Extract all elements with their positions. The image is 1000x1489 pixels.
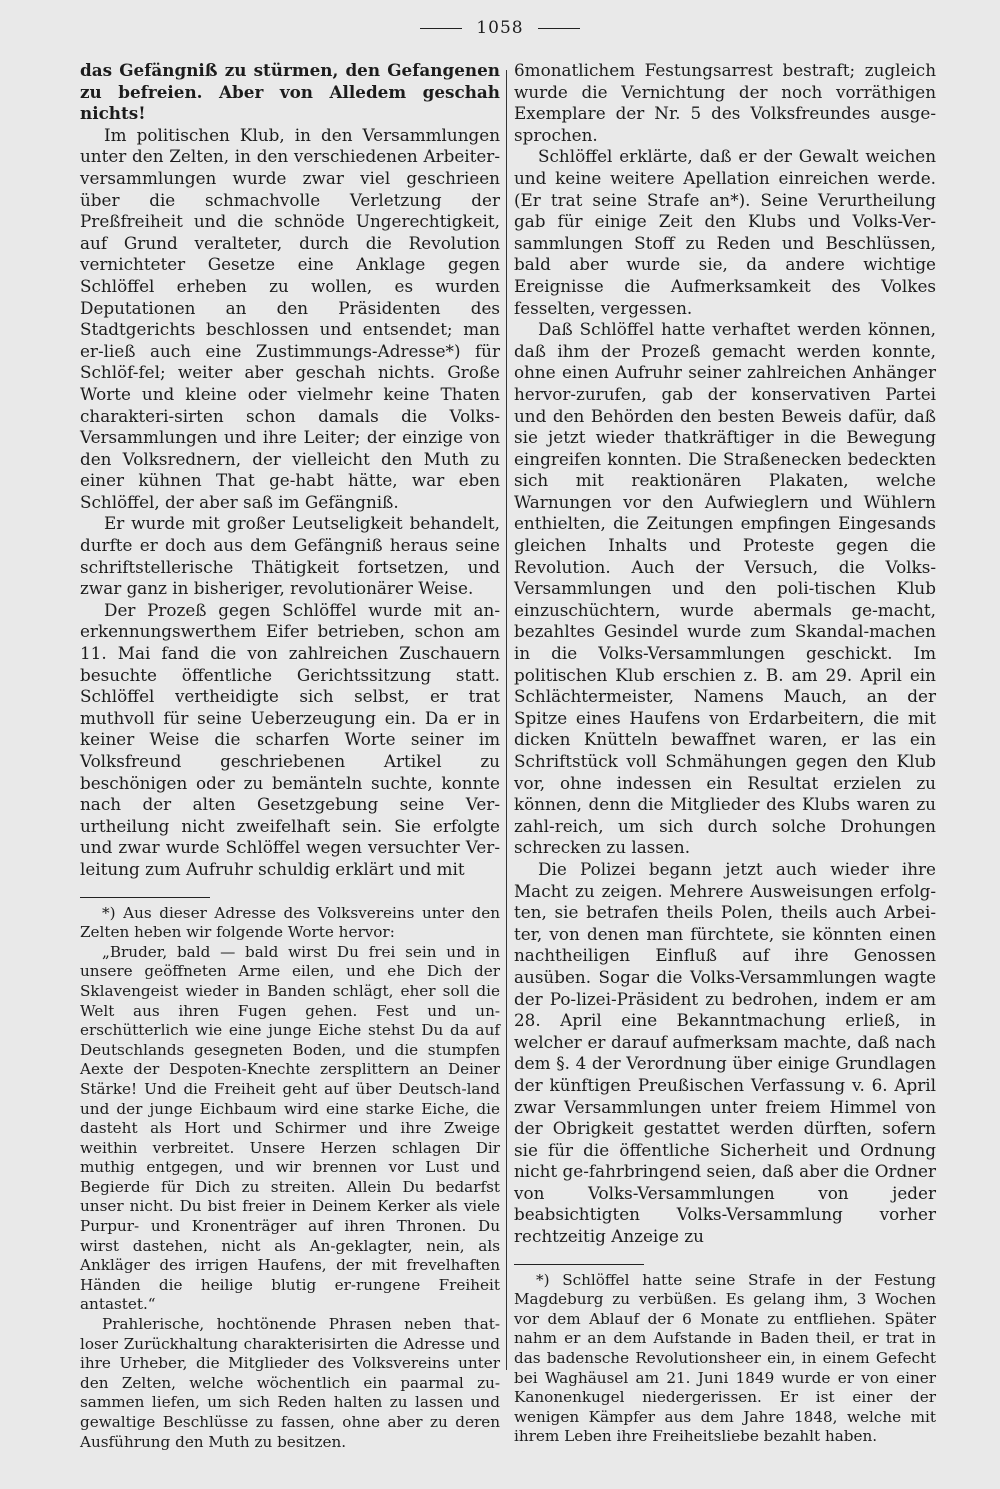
paragraph: Die Polizei begann jetzt auch wieder ihre Macht zu zeigen. Mehrere Ausweisungen erfolg-ten, sie betrafen theils Polen, theils auch Arbei-ter, von denen man fürchtete, sie könnten einen nachtheiligen Einfluß auf ihre Genossen ausüben. Sogar die Volks-Versammlungen wagte der Po-lizei-Präsident zu bedrohen, indem er am 28. April eine Bekanntmachung erließ, in welcher er darauf aufmerksam machte, daß nach dem §. 4 der Verordnung über einige Grundlagen der künftigen Preußischen Verfassung v. 6. April zwar Versammlungen unter freiem Himmel von der Obrigkeit gestattet werden dürften, sofern sie für die öffentliche Sicherheit und Ordnung nicht ge-fahrbringend seien, daß aber die Ordner von Volks-Versammlungen von jeder beabsichtigten Volks-Versammlung vorher rechtzeitig Anzeige zu — [514, 858, 936, 1247]
right-column — [514, 60, 936, 1447]
paragraph: Im politischen Klub, in den Versammlungen unter den Zelten, in den verschiedenen Arbeiter-versammlungen wurde zwar viel geschrieen über die schmachvolle Verletzung der Preßfreiheit und die schnöde Ungerechtigkeit, auf Grund veralteter, durch die Revolution vernichteter Gesetze eine Anklage gegen Schlöffel erheben zu wollen, es wurden Deputationen an den Präsidenten des Stadtgerichts beschlossen und entsendet; man er-ließ auch eine Zustimmungs-Adresse*) für Schlöf-fel; weiter aber geschah nichts. Große Worte und kleine oder vielmehr keine Thaten charakteri-sirten schon damals die Volks-Versammlungen und ihre Leiter; der einzige von den Volksrednern, der vielleicht den Muth zu einer kühnen That ge-habt hätte, war eben Schlöffel, der aber saß im Gefängniß. — [80, 124, 500, 512]
paragraph: Er wurde mit großer Leutseligkeit behandelt, durfte er doch aus dem Gefängniß heraus seine schriftstellerische Thätigkeit fortsetzen, und zwar ganz in bisheriger, revolutionärer Weise. — [80, 513, 500, 599]
footnote-paragraph: „Bruder, bald — bald wirst Du frei sein und in unsere geöffneten Arme eilen, und ehe Dich der Sklavengeist wieder in Banden schlägt, eher soll die Welt aus ihren Fugen gehen. Fest und un-erschütterlich wie eine junge Eiche stehst Du da auf Deutschlands gesegneten Boden, und die stumpfen Aexte der Despoten-Knechte zersplittern an Deiner Stärke! Und die Freiheit geht auf über Deutsch-land und der junge Eichbaum wird eine starke Eiche, die dasteht als Hort und Schirmer und ihre Zweige weithin verbreitet. Unsere Herzen schlagen Dir muthig entgegen, und wir brennen vor Lust und Begierde für Dich zu streiten. Allein Du bedarfst unser nicht. Du bist freier in Deinem Kerker als viele Purpur- und Kronenträger auf ihren Thronen. Du wirst dastehen, nicht als An-geklagter, nein, als Ankläger des irrigen Haufens, der mit frevelhaften Händen die heilige blutig er-rungene Freiheit antastet.“ — [80, 942, 500, 1314]
paragraph: Daß Schlöffel hatte verhaftet werden können, daß ihm der Prozeß gemacht werden konnte, ohne einen Aufruhr seiner zahlreichen Anhänger hervor-zurufen, gab der konservativen Partei und den Behörden den besten Beweis dafür, daß sie jetzt wieder thatkräftiger in die Bewegung eingreifen konnten. Die Straßenecken bedeckten sich mit reaktionären Plakaten, welche Warnungen vor den Aufwieglern und Wühlern enthielten, die Zeitungen empfingen Eingesands gleichen Inhalts und Proteste gegen die Revolution. Auch der Versuch, die Volks-Versammlungen und den poli-tischen Klub einzuschüchtern, wurde abermals ge-macht, bezahltes Gesindel wurde zum Skandal-machen in die Volks-Versammlungen geschickt. Im politischen Klub erschien z. B. am 29. April ein Schlächtermeister, Namens Mauch, an der Spitze eines Haufens von Erdarbeitern, die mit dicken Knütteln bewaffnet waren, er las ein Schriftstück voll Schmähungen gegen den Klub vor, ohne indessen ein Resultat erzielen zu können, denn die Mitglieder des Klubs waren zu zahl-reich, um sich durch solche Drohungen schrecken zu lassen. — [514, 319, 936, 858]
column-divider — [506, 70, 507, 1370]
paragraph: Der Prozeß gegen Schlöffel wurde mit an-erkennungswerthem Eifer betrieben, schon am 11. Mai fand die von zahlreichen Zuschauern besuchte öffentliche Gerichtssitzung statt. Schlöffel vertheidigte sich selbst, er trat muthvoll für seine Ueberzeugung ein. Da er in keiner Weise die scharfen Worte seiner im Volksfreund geschriebenen Artikel zu beschönigen oder zu bemänteln suchte, konnte nach der alten Gesetzgebung seine Ver-urtheilung nicht zweifelhaft sein. Sie erfolgte und zwar wurde Schlöffel wegen versuchter Ver-leitung zum Aufruhr schuldig erklärt und mit — [80, 599, 500, 879]
page-number: 1058 — [476, 18, 524, 38]
paragraph: das Gefängniß zu stürmen, den Gefangenen zu befreien. Aber von Alledem geschah nichts! — [80, 60, 500, 124]
paragraph: 6monatlichem Festungsarrest bestraft; zugleich wurde die Vernichtung der noch vorräthigen Exemplare der Nr. 5 des Volksfreundes ausge-sprochen. — [514, 60, 936, 145]
header-rule-left — [420, 28, 462, 29]
header-rule-right — [538, 28, 580, 29]
footnote-paragraph: Prahlerische, hochtönende Phrasen neben that-loser Zurückhaltung charakterisirten die Adresse und ihre Urheber, die Mitglieder des Volksvereins unter den Zelten, welche wöchentlich ein paarmal zu-sammen liefen, um sich Reden halten zu lassen und gewaltige Beschlüsse zu fassen, ohne aber zu deren Ausführung den Muth zu besitzen. — [80, 1315, 500, 1451]
footnote-rule — [80, 897, 210, 898]
paragraph: Schlöffel erklärte, daß er der Gewalt weichen und keine weitere Apellation einreichen werde. (Er trat seine Strafe an*). Seine Verurtheilung gab für einige Zeit den Klubs und Volks-Ver-sammlungen Stoff zu Reden und Beschlüssen, bald aber wurde sie, da andere wichtige Ereignisse die Aufmerksamkeit des Volkes fesselten, vergessen. — [514, 146, 936, 318]
left-column — [80, 60, 500, 1452]
footnote — [80, 904, 500, 1453]
footnote-paragraph: *) Aus dieser Adresse des Volksvereins unter den Zelten heben wir folgende Worte hervor: — [80, 903, 500, 942]
footnote-paragraph: *) Schlöffel hatte seine Strafe in der Festung Magdeburg zu verbüßen. Es gelang ihm, 3 Wochen vor dem Ablauf der 6 Monate zu entfliehen. Später nahm er an dem Aufstande in Baden theil, er trat in das badensche Revolutionsheer ein, in einem Gefecht bei Waghäusel am 21. Juni 1849 wurde er von einer Kanonenkugel niedergerissen. Er ist einer der wenigen Kämpfer aus dem Jahre 1848, welche mit ihrem Leben ihre Freiheitsliebe bezahlt haben. — [514, 1270, 936, 1446]
page-header — [0, 18, 1000, 38]
footnote — [514, 1271, 936, 1447]
footnote-rule — [514, 1264, 644, 1265]
